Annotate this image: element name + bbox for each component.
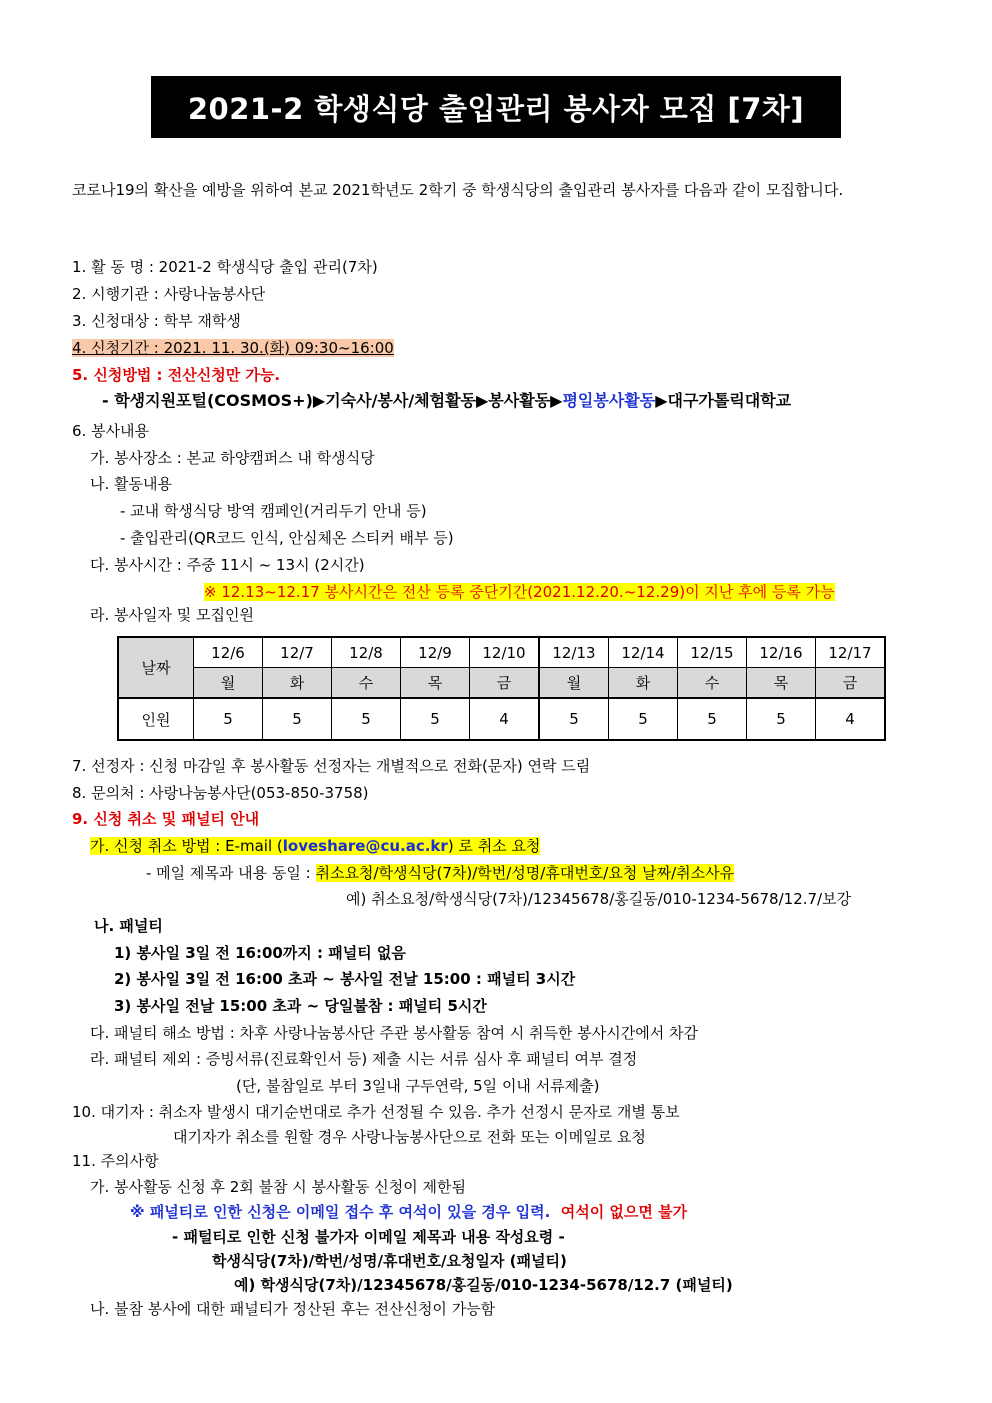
method-path-start: - 학생지원포털(COSMOS+)▶기숙사/봉사/체험활동▶봉사활동▶: [102, 391, 563, 410]
content-place: 가. 봉사장소 : 본교 하양캠퍼스 내 학생식당: [90, 449, 375, 467]
notice-penalty-apply-warning: 여석이 없으면 불가: [560, 1203, 688, 1221]
item-selection: 7. 선정자 : 신청 마감일 후 봉사활동 선정자는 개별적으로 전화(문자) 연락 드림: [72, 757, 591, 775]
schedule-day: 금: [470, 668, 540, 699]
content-activity: 나. 활동내용: [90, 475, 172, 493]
item-period: 4. 신청기간 : 2021. 11. 30.(화) 09:30~16:00: [72, 339, 394, 357]
item-cancel-penalty: 9. 신청 취소 및 패널티 안내: [72, 810, 260, 828]
schedule-count: 5: [539, 698, 609, 740]
schedule-count: 5: [401, 698, 470, 740]
method-path: [102, 391, 791, 411]
cancel-mail-format: [146, 863, 734, 883]
notice-format-title: - 패털티로 인한 신청 불가자 이메일 제목과 내용 작성요령 -: [172, 1228, 565, 1246]
content-time-note: ※ 12.13~12.17 봉사시간은 전산 등록 중단기간(2021.12.20.~12.29)이 지난 후에 등록 가능: [204, 583, 835, 601]
penalty-rule-3: 3) 봉사일 전날 15:00 초과 ~ 당일불참 : 패널티 5시간: [114, 997, 487, 1015]
schedule-count: 5: [747, 698, 816, 740]
cancel-method-prefix: 가. 신청 취소 방법 : E-mail (: [90, 837, 283, 855]
notice-limit: 가. 봉사활동 신청 후 2회 불참 시 봉사활동 신청이 제한됨: [90, 1178, 467, 1196]
schedule-date: 12/7: [263, 637, 332, 668]
schedule-count: 5: [609, 698, 678, 740]
item-organizer: 2. 시행기관 : 사랑나눔봉사단: [72, 285, 266, 303]
schedule-day: 월: [539, 668, 609, 699]
page-title: 2021-2 학생식당 출입관리 봉사자 모집 [7차]: [151, 76, 841, 138]
cancel-email-link[interactable]: loveshare@cu.ac.kr: [282, 837, 448, 855]
method-path-end: ▶대구가톨릭대학교: [655, 391, 792, 410]
schedule-date-label: 날짜: [118, 637, 194, 698]
content-activity-1: - 교내 학생식당 방역 캠페인(거리두기 안내 등): [120, 502, 427, 520]
penalty-rule-1: 1) 봉사일 3일 전 16:00까지 : 패널티 없음: [114, 944, 406, 962]
notice-resume: 나. 불참 봉사에 대한 패널티가 정산된 후는 전산신청이 가능함: [90, 1300, 496, 1318]
content-activity-2: - 출입관리(QR코드 인식, 안심체온 스티커 배부 등): [120, 529, 454, 547]
schedule-day: 목: [401, 668, 470, 699]
content-time: 다. 봉사시간 : 주중 11시 ~ 13시 (2시간): [90, 556, 365, 574]
notice-format-example: 예) 학생식당(7차)/12345678/홍길동/010-1234-5678/12.7 (패널티): [234, 1276, 733, 1294]
schedule-date: 12/13: [539, 637, 609, 668]
penalty-title: 나. 패널티: [94, 917, 163, 935]
schedule-date: 12/6: [194, 637, 263, 668]
content-schedule-title: 라. 봉사일자 및 모집인원: [90, 606, 254, 624]
schedule-date: 12/10: [470, 637, 540, 668]
cancel-mail-example: 예) 취소요청/학생식당(7차)/12345678/홍길동/010-1234-5678/12.7/보강: [346, 890, 852, 908]
schedule-count-label: 인원: [118, 698, 194, 740]
item-notice: 11. 주의사항: [72, 1152, 159, 1170]
schedule-date: 12/15: [678, 637, 747, 668]
item-content: 6. 봉사내용: [72, 422, 150, 440]
cancel-mail-format-label: - 메일 제목과 내용 동일 :: [146, 864, 316, 882]
schedule-date: 12/14: [609, 637, 678, 668]
schedule-day: 수: [678, 668, 747, 699]
notice-format: 학생식당(7차)/학번/성명/휴대번호/요청일자 (패널티): [212, 1252, 567, 1270]
penalty-rule-2: 2) 봉사일 3일 전 16:00 초과 ~ 봉사일 전날 15:00 : 패널티 3시간: [114, 970, 576, 988]
schedule-day: 월: [194, 668, 263, 699]
schedule-day: 화: [609, 668, 678, 699]
schedule-day: 화: [263, 668, 332, 699]
notice-penalty-apply: [130, 1202, 687, 1222]
item-contact: 8. 문의처 : 사랑나눔봉사단(053-850-3758): [72, 784, 369, 802]
item-target: 3. 신청대상 : 학부 재학생: [72, 312, 241, 330]
penalty-resolve: 다. 패널티 해소 방법 : 차후 사랑나눔봉사단 주관 봉사활동 참여 시 취득한 봉사시간에서 차감: [90, 1024, 698, 1042]
schedule-date: 12/17: [816, 637, 886, 668]
cancel-method-suffix: ) 로 취소 요청: [447, 837, 541, 855]
item-method: 5. 신청방법 : 전산신청만 가능.: [72, 366, 281, 384]
item-waitlist-2: 대기자가 취소를 원할 경우 사랑나눔봉사단으로 전화 또는 이메일로 요청: [173, 1128, 646, 1146]
schedule-date: 12/16: [747, 637, 816, 668]
schedule-table: [117, 636, 886, 741]
schedule-count: 5: [263, 698, 332, 740]
cancel-method: [90, 836, 540, 856]
schedule-count: 4: [470, 698, 540, 740]
notice-penalty-apply-main: ※ 패널티로 인한 신청은 이메일 접수 후 여석이 있을 경우 입력.: [130, 1203, 551, 1221]
schedule-count: 4: [816, 698, 886, 740]
schedule-date: 12/8: [332, 637, 401, 668]
method-path-highlight: 평일봉사활동: [562, 391, 656, 410]
schedule-day: 금: [816, 668, 886, 699]
content-time-note-line: [204, 582, 835, 602]
schedule-count: 5: [678, 698, 747, 740]
intro-paragraph: 코로나19의 확산을 예방을 위하여 본교 2021학년도 2학기 중 학생식당의 출입관리 봉사자를 다음과 같이 모집합니다.: [72, 181, 844, 199]
schedule-count: 5: [332, 698, 401, 740]
penalty-exempt-note: (단, 불참일로 부터 3일내 구두연락, 5일 이내 서류제출): [236, 1077, 600, 1095]
schedule-count: 5: [194, 698, 263, 740]
item-waitlist: 10. 대기자 : 취소자 발생시 대기순번대로 추가 선정될 수 있음. 추가 선정시 문자로 개별 통보: [72, 1103, 680, 1121]
schedule-date: 12/9: [401, 637, 470, 668]
penalty-exempt: 라. 패널티 제외 : 증빙서류(진료확인서 등) 제출 시는 서류 심사 후 패널티 여부 결정: [90, 1050, 638, 1068]
schedule-day: 목: [747, 668, 816, 699]
cancel-mail-format-value: 취소요청/학생식당(7차)/학번/성명/휴대번호/요청 날짜/취소사유: [315, 864, 735, 882]
item-period-line: [72, 338, 394, 358]
schedule-day: 수: [332, 668, 401, 699]
item-activity-name: 1. 활 동 명 : 2021-2 학생식당 출입 관리(7차): [72, 258, 378, 276]
